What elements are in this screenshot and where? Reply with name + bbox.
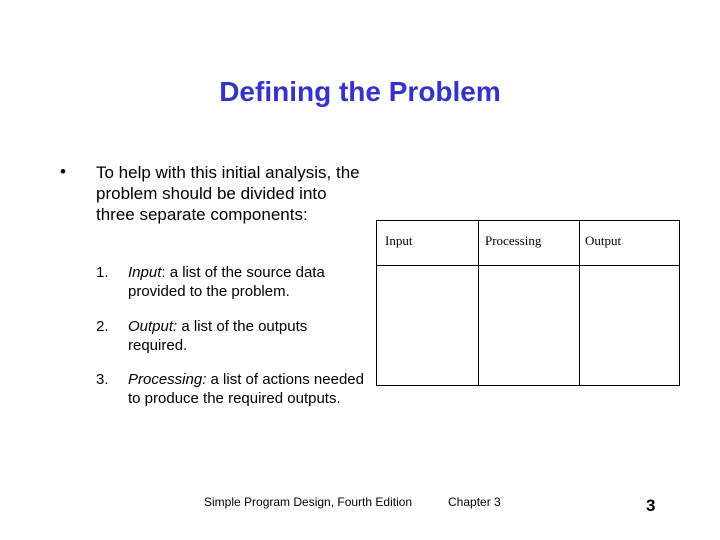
footer-chapter: Chapter 3 xyxy=(448,495,501,509)
footer-book-title: Simple Program Design, Fourth Edition xyxy=(204,495,413,509)
item-description: a list of actions needed to produce the required outputs. xyxy=(128,371,364,407)
ipo-column-input: Input xyxy=(385,233,413,248)
item-number: 1. xyxy=(96,264,109,281)
page-number: 3 xyxy=(646,496,656,515)
item-text xyxy=(128,317,368,355)
item-number: 3. xyxy=(96,371,109,388)
item-description: a list of the outputs required. xyxy=(128,318,308,354)
item-text xyxy=(128,370,368,408)
item-term: Output: xyxy=(128,318,178,335)
ipo-table-divider xyxy=(478,221,479,385)
item-term: Processing: xyxy=(128,371,207,388)
item-term: Input xyxy=(128,264,162,281)
slide-title: Defining the Problem xyxy=(219,76,501,107)
ipo-column-processing: Processing xyxy=(485,233,542,248)
ipo-table xyxy=(376,220,680,386)
item-description: : a list of the source data provided to the problem. xyxy=(128,264,325,300)
intro-text: To help with this initial analysis, the problem should be divided into three separate components: xyxy=(96,163,360,224)
ipo-column-output: Output xyxy=(585,233,622,248)
ipo-table-divider xyxy=(579,221,580,385)
item-text xyxy=(128,263,368,301)
bullet-marker: • xyxy=(60,162,66,181)
item-number: 2. xyxy=(96,318,109,335)
